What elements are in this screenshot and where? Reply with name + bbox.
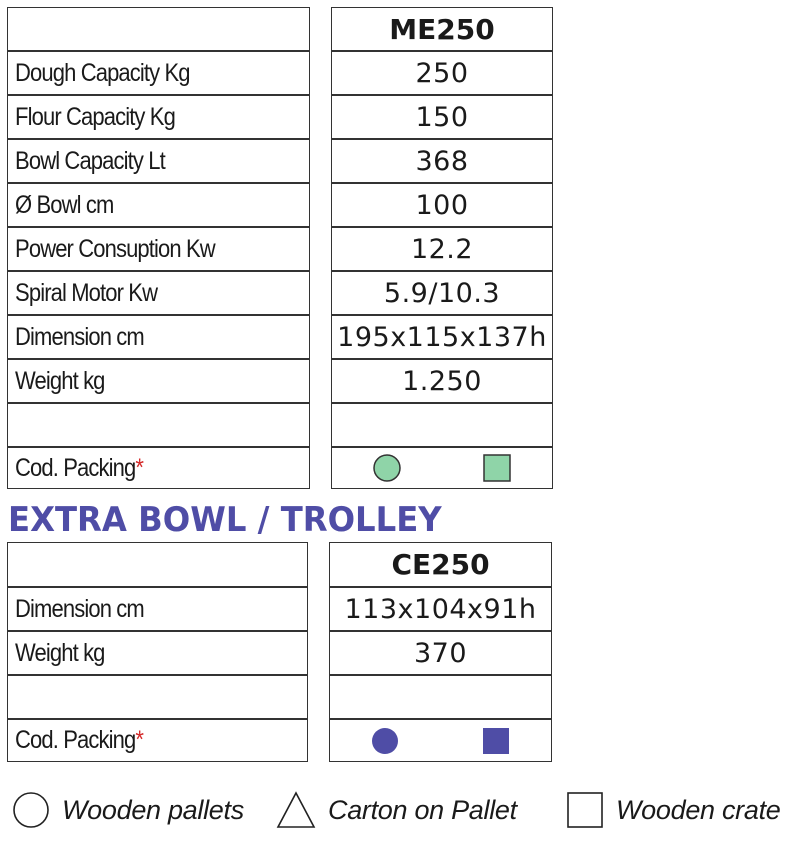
- row-value: 5.9/10.3: [331, 271, 553, 315]
- row-value: 100: [331, 183, 553, 227]
- square-icon: [481, 726, 511, 756]
- table-row-label: [7, 227, 310, 271]
- legend-label: Wooden crate: [616, 794, 781, 825]
- row-value: 370: [329, 631, 552, 675]
- row-value: 195x115x137h: [331, 315, 553, 359]
- table-row-label: [7, 95, 310, 139]
- row-label: Weight kg: [15, 366, 105, 395]
- circle-icon: [370, 726, 400, 756]
- model-header: CE250: [329, 542, 552, 587]
- square-icon: [566, 791, 604, 829]
- legend-label: Carton on Pallet: [328, 794, 517, 825]
- row-label: Flour Capacity Kg: [15, 102, 175, 131]
- circle-icon: [12, 791, 50, 829]
- table-row-label: [7, 271, 310, 315]
- legend-item-wooden-crate: [566, 790, 781, 830]
- empty-cell: [7, 675, 308, 719]
- legend-label: Wooden pallets: [62, 794, 244, 825]
- row-label: Power Consuption Kw: [15, 234, 215, 263]
- table-row-label: [7, 183, 310, 227]
- row-label: Dimension cm: [15, 322, 144, 351]
- packing-label-cell: [7, 447, 310, 489]
- row-label: Dough Capacity Kg: [15, 58, 190, 87]
- table-row-label: [7, 587, 308, 631]
- table-row-label: [7, 315, 310, 359]
- empty-cell: [331, 403, 553, 447]
- packing-label: [8, 726, 143, 755]
- empty-cell: [329, 675, 552, 719]
- triangle-icon: [276, 791, 316, 829]
- packing-symbols-cell: [331, 447, 553, 489]
- packing-label-text: Cod. Packing: [15, 453, 136, 482]
- legend-item-carton-on-pallet: [276, 790, 517, 830]
- row-value: 1.250: [331, 359, 553, 403]
- label-header-cell: [7, 7, 310, 51]
- row-label: Weight kg: [15, 638, 105, 667]
- section-title: EXTRA BOWL / TROLLEY: [8, 500, 442, 540]
- row-label: Ø Bowl cm: [15, 190, 114, 219]
- square-icon: [482, 453, 512, 483]
- model-header: ME250: [331, 7, 553, 51]
- packing-label: [8, 454, 143, 483]
- row-value: 368: [331, 139, 553, 183]
- row-label: Bowl Capacity Lt: [15, 146, 165, 175]
- table-row-label: [7, 359, 310, 403]
- empty-cell: [7, 403, 310, 447]
- table-row-label: [7, 631, 308, 675]
- table-row-label: [7, 139, 310, 183]
- asterisk-mark: *: [135, 453, 144, 482]
- packing-label-cell: [7, 719, 308, 762]
- circle-icon: [372, 453, 402, 483]
- asterisk-mark: *: [135, 726, 144, 754]
- legend: [0, 790, 800, 830]
- table-row-label: [7, 51, 310, 95]
- legend-item-wooden-pallets: [12, 790, 244, 830]
- row-label: Dimension cm: [15, 594, 144, 623]
- row-value: 150: [331, 95, 553, 139]
- row-value: 250: [331, 51, 553, 95]
- row-value: 12.2: [331, 227, 553, 271]
- row-value: 113x104x91h: [329, 587, 552, 631]
- packing-label-text: Cod. Packing: [15, 726, 136, 754]
- label-header-cell: [7, 542, 308, 587]
- packing-symbols-cell: [329, 719, 552, 762]
- row-label: Spiral Motor Kw: [15, 278, 158, 307]
